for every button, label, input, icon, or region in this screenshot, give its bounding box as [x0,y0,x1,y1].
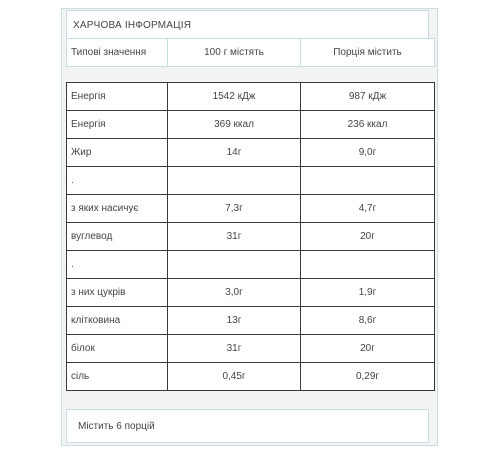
table-row [67,83,435,111]
row-per-portion: 4,7г [301,195,435,223]
row-per-100g: 7,3г [168,195,301,223]
row-per-100g: 369 ккал [168,111,301,139]
portions-note: Містить 6 порцій [66,409,429,443]
row-per-100g: 3,0г [168,279,301,307]
row-label: Жир [67,139,168,167]
row-label: з них цукрів [67,279,168,307]
table-row [67,111,435,139]
row-label: клітковина [67,307,168,335]
table-row [67,251,435,279]
table-row [67,363,435,391]
row-per-portion: 9,0г [301,139,435,167]
header-typical-values: Типові значення [67,39,168,67]
header-row [67,39,435,67]
row-per-100g: 31г [168,335,301,363]
row-per-portion: 20г [301,335,435,363]
table-row [67,279,435,307]
row-per-portion: 8,6г [301,307,435,335]
row-per-100g: 13г [168,307,301,335]
header-per-100g: 100 г містять [168,39,301,67]
table-row [67,167,435,195]
row-per-100g [168,167,301,195]
table-row [67,307,435,335]
row-per-portion: 236 ккал [301,111,435,139]
row-label: з яких насичує [67,195,168,223]
row-per-100g: 0,45г [168,363,301,391]
row-label: вуглевод [67,223,168,251]
row-per-portion: 987 кДж [301,83,435,111]
row-per-portion [301,251,435,279]
table-row [67,195,435,223]
nutrition-header-table [66,38,435,67]
row-per-portion: 0,29г [301,363,435,391]
row-label: білок [67,335,168,363]
row-per-portion [301,167,435,195]
nutrition-table [66,82,435,391]
row-label: . [67,167,168,195]
nutrition-title: ХАРЧОВА ІНФОРМАЦІЯ [66,10,429,38]
table-row [67,139,435,167]
row-per-portion: 1,9г [301,279,435,307]
row-per-100g [168,251,301,279]
row-label: . [67,251,168,279]
row-label: Енергія [67,83,168,111]
table-row [67,335,435,363]
row-per-portion: 20г [301,223,435,251]
row-per-100g: 31г [168,223,301,251]
table-row [67,223,435,251]
row-label: сіль [67,363,168,391]
row-per-100g: 14г [168,139,301,167]
row-per-100g: 1542 кДж [168,83,301,111]
header-per-portion: Порція містить [301,39,435,67]
row-label: Енергія [67,111,168,139]
